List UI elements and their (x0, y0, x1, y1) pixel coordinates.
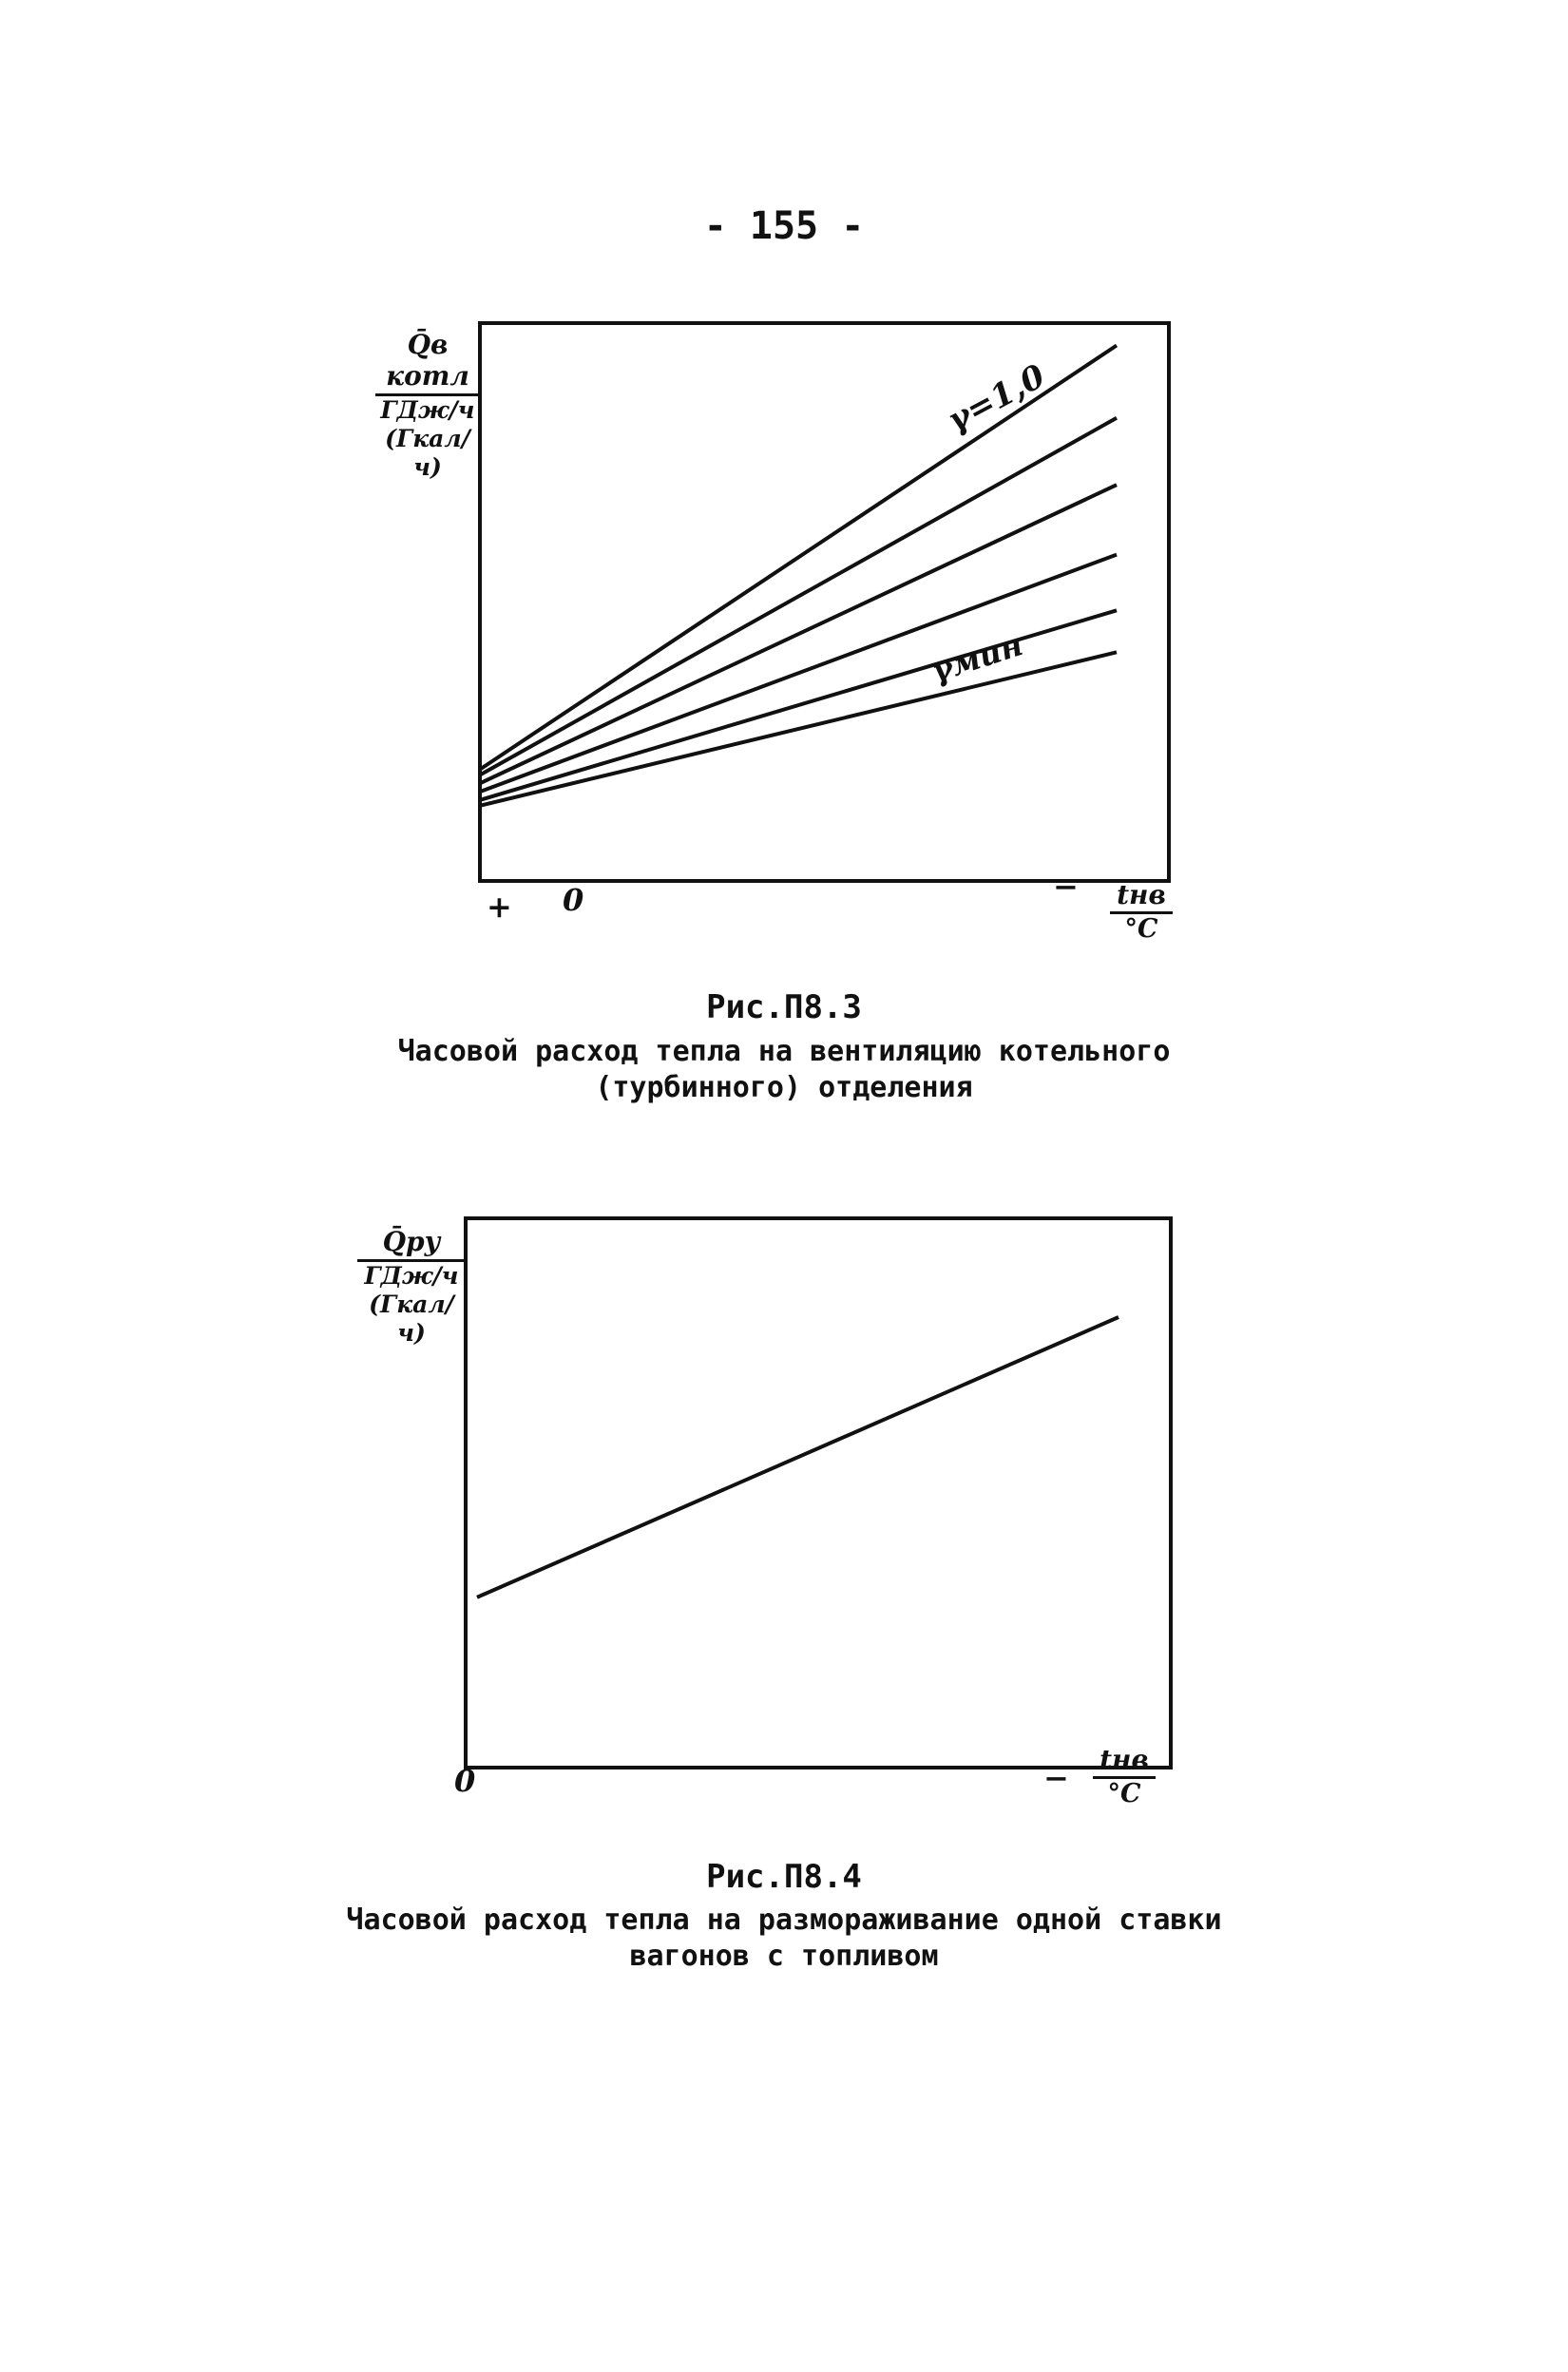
y-axis-label (375, 329, 480, 482)
x-tick-plus: + (487, 889, 512, 925)
figure-title (0, 1034, 1568, 1106)
series-line-6 (480, 652, 1117, 806)
page-number: - 155 - (703, 204, 865, 248)
figure-title-line-1: Часовой расход тепла на вентиляцию котельного (397, 1035, 1171, 1068)
y-axis-units-1: ГДж/ч (364, 1262, 459, 1290)
figure-title-line-1: Часовой расход тепла на размораживание одной ставки (346, 1903, 1222, 1937)
x-axis-units: °C (1124, 914, 1158, 944)
figure-title (0, 1903, 1568, 1975)
y-axis-units-2: (Гкал/ч) (369, 1291, 454, 1347)
series-line-1 (477, 1317, 1119, 1597)
x-tick-minus: − (1053, 869, 1079, 905)
x-axis-quantity: tнв (1110, 879, 1173, 914)
chart-figure-p8-4 (0, 1188, 1568, 2043)
y-axis-units-1: ГДж/ч (380, 396, 475, 424)
series-line-2 (480, 418, 1117, 775)
y-axis-quantity: Q̄в котл (375, 329, 480, 396)
series-label-gamma-min: γмин (927, 626, 1027, 690)
x-tick-zero: 0 (563, 882, 584, 918)
plot-frame (466, 1218, 1171, 1768)
figure-label: Рис.П8.4 (706, 1858, 862, 1896)
x-tick-minus: − (1043, 1760, 1069, 1796)
x-axis-units: °C (1107, 1779, 1141, 1808)
series-line-4 (480, 555, 1117, 793)
plot-frame (480, 323, 1169, 881)
x-axis-quantity: tнв (1093, 1744, 1156, 1779)
series-line-3 (480, 485, 1117, 783)
x-axis-label (1093, 1744, 1156, 1808)
y-axis-quantity: Q̄ру (357, 1226, 466, 1262)
x-tick-zero: 0 (454, 1763, 476, 1799)
y-axis-label (357, 1226, 466, 1348)
figure-label: Рис.П8.3 (706, 988, 862, 1026)
y-axis-units-2: (Гкал/ч) (385, 425, 470, 481)
series-label-gamma-1: γ=1,0 (941, 356, 1052, 440)
figure-title-line-2: вагонов с топливом (629, 1940, 939, 1973)
figure-title-line-2: (турбинного) отделения (595, 1071, 973, 1104)
x-axis-label (1110, 879, 1173, 944)
